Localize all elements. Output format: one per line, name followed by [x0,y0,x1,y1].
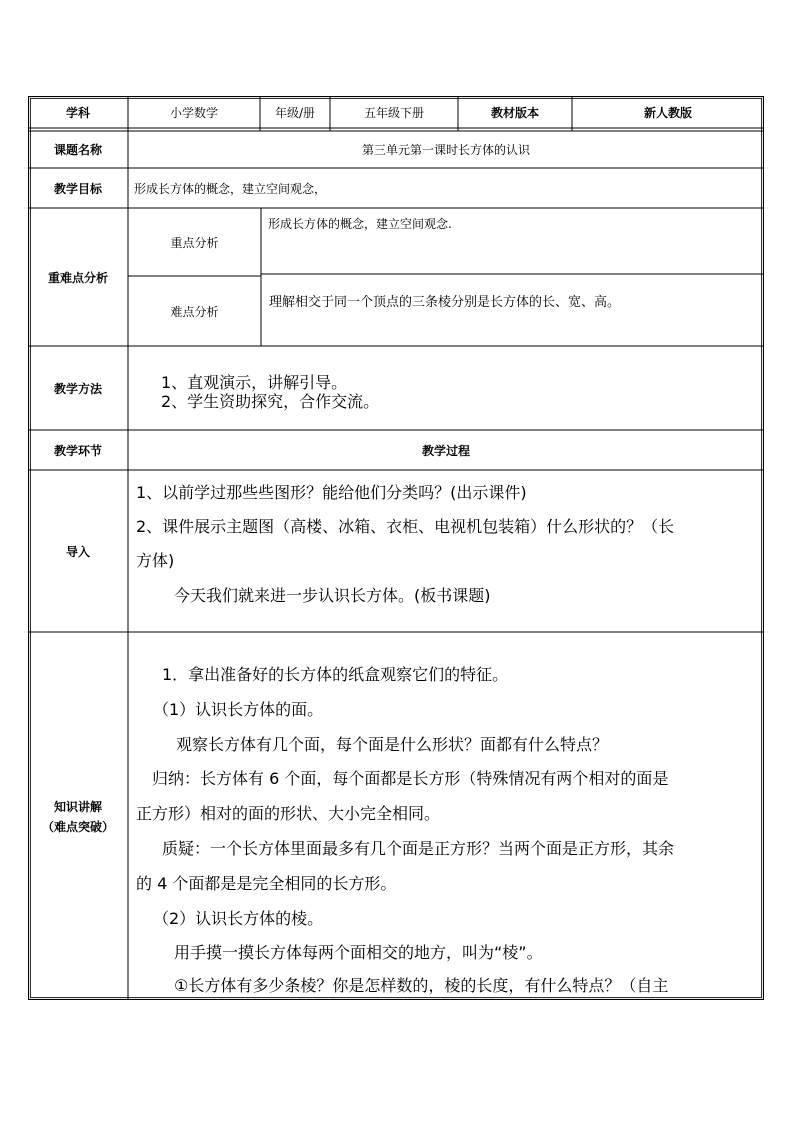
grade-value: 五年级下册 [363,106,424,120]
key-point-label: 重点分析 [170,235,219,250]
knowledge-line: 质疑：一个长方体里面最多有几个面是正方形？当两个面是正方形，其余 [162,839,675,858]
edition-value: 新人教版 [643,106,692,120]
intro-line: 1、以前学过那些些图形？能给他们分类吗？(出示课件) [136,483,527,502]
key-point-value: 形成长方体的概念，建立空间观念. [268,216,452,231]
knowledge-line: 用手摸一摸长方体每两个面相交的地方，叫为“棱”。 [174,943,543,962]
knowledge-label: 知识讲解 [53,799,102,814]
knowledge-line: ①长方体有多少条棱？你是怎样数的，棱的长度，有什么特点？（自主 [174,976,669,995]
knowledge-line: （2）认识长方体的棱。 [153,909,324,928]
lesson-title-value: 第三单元第一课时长方体的认识 [361,143,530,157]
knowledge-line: 观察长方体有几个面，每个面是什么形状？面都有什么特点？ [176,735,609,754]
lesson-title-label: 课题名称 [53,143,102,157]
method-item: 1、直观演示，讲解引导。 [161,373,348,392]
grade-label: 年级/册 [274,106,316,120]
knowledge-line: 1．拿出准备好的长方体的纸盒观察它们的特征。 [162,665,509,684]
objective-label: 教学目标 [53,181,102,196]
difficult-point-label: 难点分析 [170,304,219,319]
subject-value: 小学数学 [169,106,218,120]
analysis-label: 重难点分析 [47,270,108,285]
knowledge-line: 正方形）相对的面的形状、大小完全相同。 [136,804,441,823]
methods-label: 教学方法 [53,381,102,396]
knowledge-line: 的 4 个面都是是完全相同的长方形。 [136,874,397,893]
knowledge-line: 归纳：长方体有 6 个面，每个面都是长方形（特殊情况有两个相对的面是 [152,769,669,788]
intro-line: 2、课件展示主题图（高楼、冰箱、衣柜、电视机包装箱）什么形状的？（长 [136,517,675,536]
process-header: 教学过程 [421,443,470,458]
lesson-plan-table [28,96,764,1000]
intro-label: 导入 [65,544,90,559]
knowledge-line: （1）认识长方体的面。 [153,700,324,719]
process-stage-label: 教学环节 [53,443,102,458]
knowledge-sublabel: （难点突破） [41,819,114,834]
objective-value: 形成长方体的概念，建立空间观念， [134,181,327,196]
subject-label: 学科 [65,106,90,120]
difficult-point-value: 理解相交于同一个顶点的三条棱分别是长方体的长、宽、高。 [269,294,621,310]
intro-line: 今天我们就来进一步认识长方体。(板书课题) [174,586,491,605]
intro-line: 方体) [136,551,175,570]
method-item: 2、学生资助探究，合作交流。 [161,392,380,411]
edition-label: 教材版本 [490,106,539,120]
